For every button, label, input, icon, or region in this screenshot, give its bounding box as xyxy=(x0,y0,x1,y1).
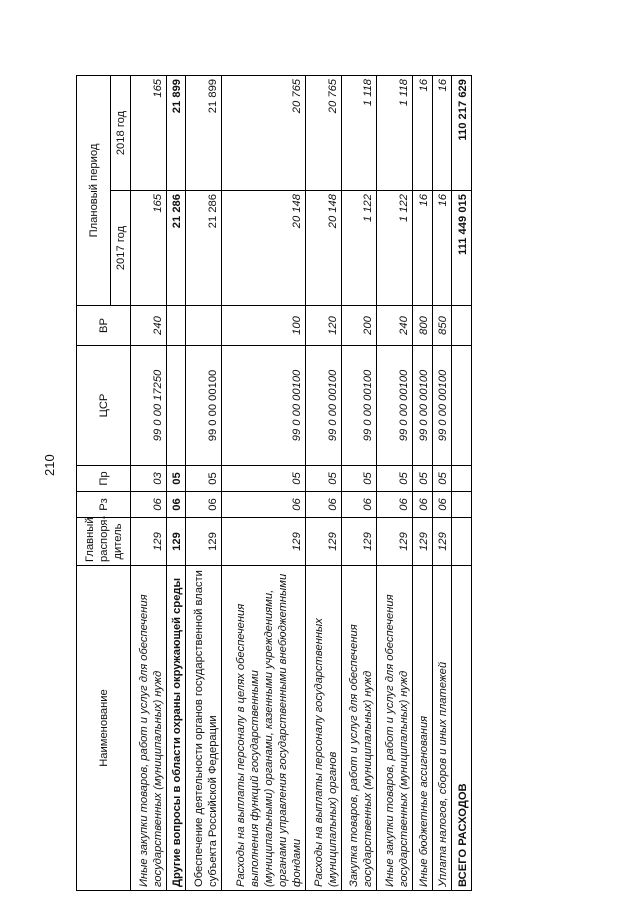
row-name: Иные закупки товаров, работ и услуг для обеспечения государственных (муниципальных) нужд xyxy=(377,566,413,891)
table-row xyxy=(341,75,377,890)
row-2018: 20 765 xyxy=(221,75,305,190)
row-csr: 99 0 00 17250 xyxy=(131,346,167,466)
row-pr: 05 xyxy=(413,466,433,492)
header-csr: ЦСР xyxy=(77,346,131,466)
row-csr: 99 0 00 00100 xyxy=(186,346,222,466)
row-2017: 21 286 xyxy=(166,191,186,306)
row-vr: 240 xyxy=(131,306,167,346)
header-plan-period: Плановый период xyxy=(77,75,111,305)
total-empty-cell xyxy=(452,518,472,566)
row-pr: 05 xyxy=(432,466,452,492)
row-2018: 20 765 xyxy=(306,75,342,190)
row-rz: 06 xyxy=(413,492,433,518)
row-name: Закупка товаров, работ и услуг для обеспечения государственных (муниципальных) нужд xyxy=(341,566,377,891)
row-vr: 240 xyxy=(377,306,413,346)
row-2017: 16 xyxy=(413,191,433,306)
total-empty-cell xyxy=(452,492,472,518)
row-2017: 20 148 xyxy=(306,191,342,306)
total-empty-cell xyxy=(452,306,472,346)
total-name: ВСЕГО РАСХОДОВ xyxy=(452,566,472,891)
row-2017: 1 122 xyxy=(341,191,377,306)
row-name: Расходы на выплаты персоналу государственных (муниципальных) органов xyxy=(306,566,342,891)
total-empty-cell xyxy=(452,346,472,466)
row-name: Иные закупки товаров, работ и услуг для обеспечения государственных (муниципальных) нужд xyxy=(131,566,167,891)
row-rz: 06 xyxy=(131,492,167,518)
row-admin: 129 xyxy=(341,518,377,566)
header-rz: Рз xyxy=(77,492,131,518)
row-vr: 850 xyxy=(432,306,452,346)
row-rz: 06 xyxy=(186,492,222,518)
row-2018: 21 899 xyxy=(166,75,186,190)
row-2017: 165 xyxy=(131,191,167,306)
row-admin: 129 xyxy=(306,518,342,566)
page-number: 210 xyxy=(42,454,57,476)
row-vr: 120 xyxy=(306,306,342,346)
row-pr: 03 xyxy=(131,466,167,492)
header-admin: Главный распоря-дитель xyxy=(77,518,131,566)
table-row xyxy=(221,75,305,890)
row-csr: 99 0 00 00100 xyxy=(432,346,452,466)
row-csr: 99 0 00 00100 xyxy=(221,346,305,466)
table-row xyxy=(432,75,452,890)
row-admin: 129 xyxy=(131,518,167,566)
table-row xyxy=(306,75,342,890)
rotated-table-container xyxy=(76,76,472,891)
row-pr: 05 xyxy=(166,466,186,492)
row-csr: 99 0 00 00100 xyxy=(306,346,342,466)
row-2017: 21 286 xyxy=(186,191,222,306)
row-name: Иные бюджетные ассигнования xyxy=(413,566,433,891)
row-rz: 06 xyxy=(306,492,342,518)
row-pr: 05 xyxy=(221,466,305,492)
row-vr xyxy=(166,306,186,346)
total-2018: 110 217 629 xyxy=(452,75,472,190)
row-2018: 16 xyxy=(413,75,433,190)
row-rz: 06 xyxy=(221,492,305,518)
row-vr: 100 xyxy=(221,306,305,346)
row-2017: 1 122 xyxy=(377,191,413,306)
row-rz: 06 xyxy=(432,492,452,518)
row-2018: 21 899 xyxy=(186,75,222,190)
total-empty-cell xyxy=(452,466,472,492)
header-pr: Пр xyxy=(77,466,131,492)
expenditure-table xyxy=(76,75,472,891)
row-rz: 06 xyxy=(166,492,186,518)
table-row xyxy=(166,75,186,890)
row-pr: 05 xyxy=(377,466,413,492)
header-vr: ВР xyxy=(77,306,131,346)
row-2017: 20 148 xyxy=(221,191,305,306)
row-rz: 06 xyxy=(341,492,377,518)
row-2018: 165 xyxy=(131,75,167,190)
header-2018: 2018 год xyxy=(111,75,131,190)
total-2017: 111 449 015 xyxy=(452,191,472,306)
row-csr xyxy=(166,346,186,466)
table-row xyxy=(131,75,167,890)
row-rz: 06 xyxy=(377,492,413,518)
row-2018: 1 118 xyxy=(377,75,413,190)
row-admin: 129 xyxy=(413,518,433,566)
row-csr: 99 0 00 00100 xyxy=(413,346,433,466)
table-row xyxy=(413,75,433,890)
row-pr: 05 xyxy=(186,466,222,492)
row-admin: 129 xyxy=(221,518,305,566)
row-2018: 16 xyxy=(432,75,452,190)
row-vr: 200 xyxy=(341,306,377,346)
row-name: Уплата налогов, сборов и иных платежей xyxy=(432,566,452,891)
row-name: Обеспечение деятельности органов государственной власти субъекта Российской Федерации xyxy=(186,566,222,891)
row-csr: 99 0 00 00100 xyxy=(377,346,413,466)
total-row xyxy=(452,75,472,890)
row-admin: 129 xyxy=(166,518,186,566)
row-2017: 16 xyxy=(432,191,452,306)
table-row xyxy=(186,75,222,890)
row-2018: 1 118 xyxy=(341,75,377,190)
row-admin: 129 xyxy=(377,518,413,566)
row-admin: 129 xyxy=(186,518,222,566)
header-2017: 2017 год xyxy=(111,191,131,306)
table-row xyxy=(377,75,413,890)
row-name: Другие вопросы в области охраны окружающей среды xyxy=(166,566,186,891)
row-pr: 05 xyxy=(306,466,342,492)
row-csr: 99 0 00 00100 xyxy=(341,346,377,466)
row-admin: 129 xyxy=(432,518,452,566)
row-pr: 05 xyxy=(341,466,377,492)
row-name: Расходы на выплаты персоналу в целях обеспечения выполнения функций государственными (муниципальными) органами, казенными учреждениями, органами управления государственными внебюджетными фондами xyxy=(221,566,305,891)
row-vr: 800 xyxy=(413,306,433,346)
row-vr xyxy=(186,306,222,346)
header-name: Наименование xyxy=(77,566,131,891)
